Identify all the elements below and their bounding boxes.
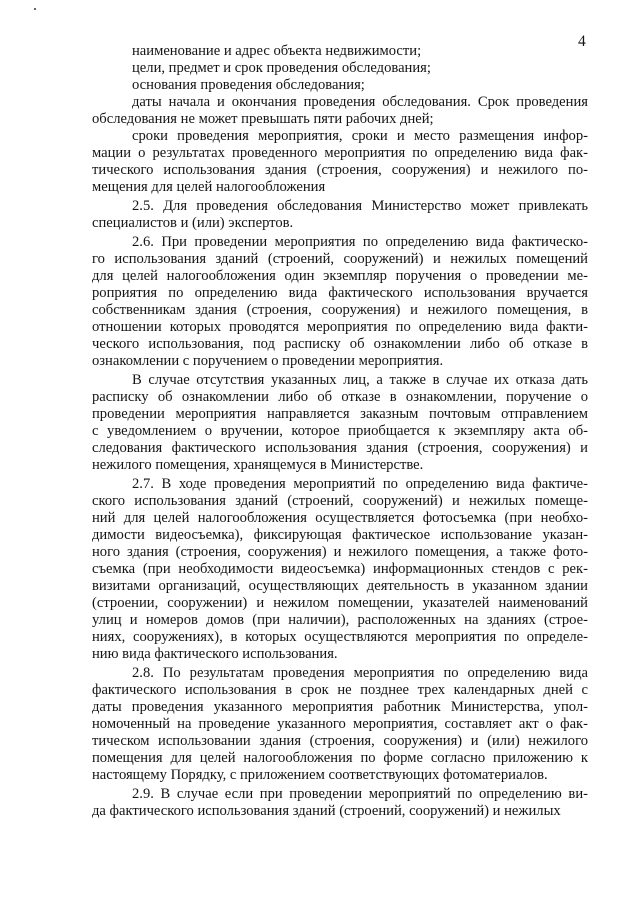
paragraph-p10 [92,665,588,784]
paragraph-p5 [92,128,588,196]
text-line: В случае отсутствия указанных лиц, а также в случае их отказа дать [132,372,588,388]
text-line: мации о результатах проведенного мероприятия по определению вида фак- [92,145,588,161]
text-line: собственникам здания (строения, сооружения) и нежилого помещения, в [92,302,588,318]
text-line: димости видеосъемка), фиксирующая фактическое использование указан- [92,527,588,543]
paragraph-p3 [92,77,588,94]
text-line: мещения для целей налогообложения [92,179,326,195]
paragraph-p2 [92,60,588,77]
text-line: отношении которых проводятся мероприятия по определению вида факти- [92,319,588,335]
text-line: тического использования здания (строения, сооружения) и нежилого по- [92,162,588,178]
paragraph-p8 [92,372,588,474]
paragraph-p9 [92,476,588,663]
text-line: специалистов и (или) экспертов. [92,215,294,231]
paragraph-p6 [92,198,588,232]
text-line: съемка (при необходимости видеосъемка) информационных стендов с рек- [92,561,588,577]
text-line: цели, предмет и срок проведения обследования; [132,60,431,76]
text-line: ниях, сооружениях), в которых осуществляются мероприятия по определе- [92,629,588,645]
paragraph-p1 [92,43,588,60]
page-number: 4 [578,33,586,50]
text-line: проведении мероприятия направляется заказным почтовым отправлением [92,406,588,422]
text-line: 2.9. В случае если при проведении мероприятий по определению ви- [132,786,588,802]
text-line: расписку об ознакомлении либо об отказе в ознакомлении, поручение о [92,389,588,405]
text-line: для целей налогообложения один экземпляр поручения о проведении ме- [92,268,588,284]
text-line: роприятия по определению вида фактического использования вручается [92,285,588,301]
text-line: визитами организаций, осуществляющих деятельность в указанном здании [92,578,588,594]
text-line: ного здания (строения, сооружения) и нежилого помещения, а также фото- [92,544,588,560]
text-line: основания проведения обследования; [132,77,365,93]
text-line: настоящему Порядку, с приложением соответствующих фотоматериалов. [92,767,548,783]
text-line: 2.5. Для проведения обследования Министерство может привлекать [132,198,588,214]
text-line: следования фактического использования здания (строения, сооружения) и [92,440,588,456]
text-line: 2.6. При проведении мероприятия по определению вида фактическо- [132,234,588,250]
text-line: улиц и номеров домов (при наличии), расположенных на зданиях (строе- [92,612,588,628]
text-line: ческого использования, под расписку об ознакомлении либо об отказе в [92,336,588,352]
paragraph-p7 [92,234,588,370]
scan-speck [34,8,36,10]
text-line: сроки проведения мероприятия, сроки и место размещения инфор- [132,128,588,144]
text-line: фактического использования в срок не позднее трех календарных дней с [92,682,588,698]
document-body [92,43,588,820]
text-line: ний для целей налогообложения осуществляется фотосъемка (при необхо- [92,510,588,526]
text-line: наименование и адрес объекта недвижимости; [132,43,422,59]
paragraph-p11 [92,786,588,820]
text-line: номоченный на проведение указанного мероприятия, составляет акт о фак- [92,716,588,732]
text-line: нежилого помещения, хранящемуся в Министерстве. [92,457,424,473]
text-line: тическом использовании здания (строения, сооружения) и (или) нежилого [92,733,588,749]
text-line: да фактического использования зданий (строений, сооружений) и нежилых [92,803,561,819]
text-line: помещения для целей налогообложения по форме согласно приложению к [92,750,588,766]
text-line: 2.7. В ходе проведения мероприятий по определению вида фактиче- [132,476,588,492]
text-line: даты проведения указанного мероприятия работник Министерства, упол- [92,699,588,715]
text-line: даты начала и окончания проведения обследования. Срок проведения [132,94,588,110]
paragraph-p4 [92,94,588,128]
text-line: с уведомлением о вручении, которое приобщается к экземпляру акта об- [92,423,588,439]
text-line: ского использования зданий (строений, сооружений) и нежилых помеще- [92,493,588,509]
text-line: (строении, сооружении) и нежилом помещении, указателей наименований [92,595,588,611]
text-line: нию вида фактического использования. [92,646,338,662]
text-line: обследования не может превышать пяти рабочих дней; [92,111,434,127]
text-line: 2.8. По результатам проведения мероприятия по определению вида [132,665,588,681]
text-line: го использования зданий (строений, сооружений) и нежилых помещений [92,251,588,267]
text-line: ознакомлении с поручением о проведении мероприятия. [92,353,444,369]
